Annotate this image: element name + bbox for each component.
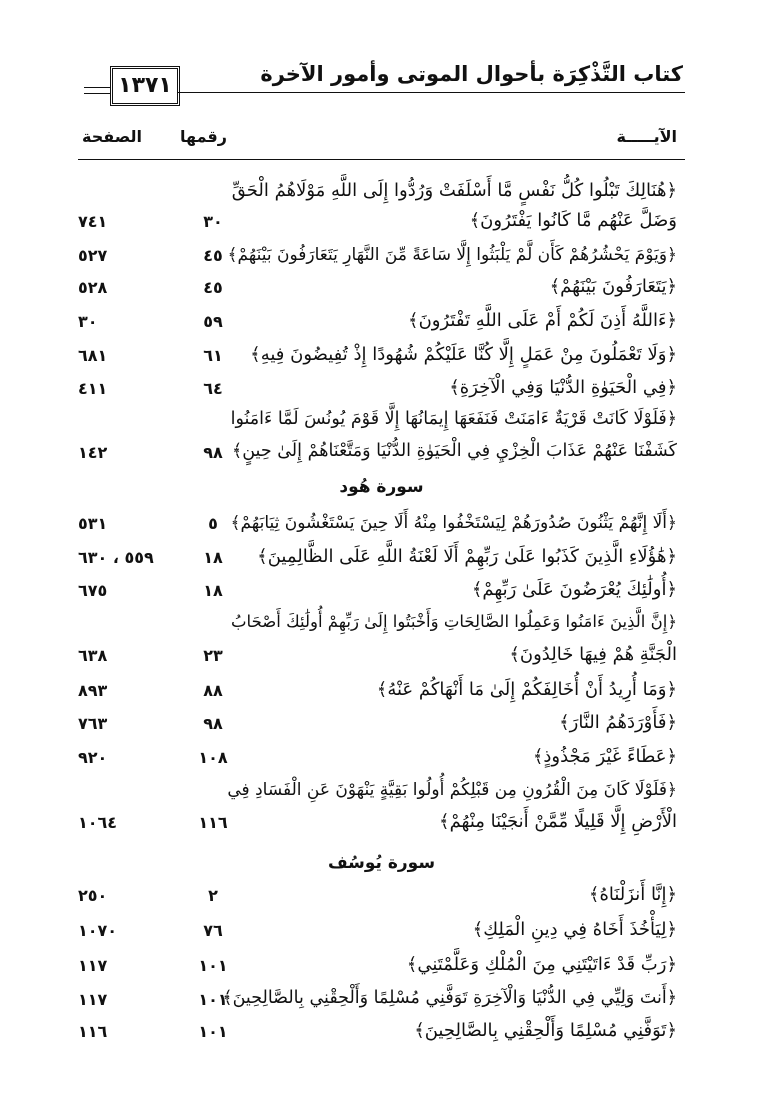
verse-text: ﴿وَلَا تَعْمَلُونَ مِنْ عَمَلٍ إِلَّا كُنَّا عَلَيْكُمْ شُهُودًا إِذْ تُفِيضُونَ فِيهِ﴾ bbox=[250, 344, 677, 365]
page-number: ١٣٧١ bbox=[118, 73, 172, 98]
table-row bbox=[78, 206, 685, 240]
verse-number: ٩٨ bbox=[203, 443, 223, 462]
table-row bbox=[78, 272, 685, 306]
page-reference: ١٤٢ bbox=[78, 443, 108, 462]
verse-text: ﴿أَنتَ وَلِيِّي فِي الدُّنْيَا وَالْآخِرَةِ تَوَفَّنِي مُسْلِمًا وَأَلْحِقْنِي بِالصَّالِحِينَ﴾ bbox=[222, 988, 677, 1008]
page-reference: ٥٥٩ ، ٦٣٠ bbox=[78, 548, 154, 567]
table-row bbox=[78, 915, 685, 949]
page-reference: ٣٠ bbox=[78, 312, 98, 331]
page-reference: ٨٩٣ bbox=[78, 681, 108, 700]
verse-text: ﴿إِنَّ الَّذِينَ ءَامَنُوا وَعَمِلُوا الصَّالِحَاتِ وَأَخْبَتُوا إِلَىٰ رَبِّهِمْ أُولَٰئِكَ أَصْحَابُ bbox=[231, 612, 677, 631]
page-reference: ٢٥٠ bbox=[78, 886, 108, 905]
page-reference: ٩٢٠ bbox=[78, 748, 108, 767]
verse-text: ﴿وَيَوْمَ يَحْشُرُهُمْ كَأَن لَّمْ يَلْبَثُوا إِلَّا سَاعَةً مِّنَ النَّهَارِ يَتَعَارَفُونَ بَيْنَهُمْ﴾ bbox=[227, 245, 677, 265]
verse-text: ﴿تَوَفَّنِي مُسْلِمًا وَأَلْحِقْنِي بِالصَّالِحِينَ﴾ bbox=[414, 1020, 677, 1041]
verse-text: ﴿عَطَاءً غَيْرَ مَجْذُوذٍ﴾ bbox=[532, 746, 677, 767]
verse-text: ﴿وَمَا أُرِيدُ أَنْ أُخَالِفَكُمْ إِلَىٰ مَا أَنْهَاكُمْ عَنْهُ﴾ bbox=[376, 679, 677, 700]
header-rule-left-top bbox=[84, 87, 110, 88]
page-reference: ١٠٧٠ bbox=[78, 921, 118, 940]
verse-text: ﴿فَأَوْرَدَهُمُ النَّارَ﴾ bbox=[559, 712, 677, 733]
verse-text: كَشَفْنَا عَنْهُمْ عَذَابَ الْخِزْيِ فِي الْحَيَوٰةِ الدُّنْيَا وَمَتَّعْنَاهُمْ إِلَىٰ حِينٍ﴾ bbox=[231, 441, 677, 461]
verse-text: ﴿هَٰؤُلَاءِ الَّذِينَ كَذَبُوا عَلَىٰ رَبِّهِمْ أَلَا لَعْنَةُ اللَّهِ عَلَى الظَّالِمِينَ﴾ bbox=[257, 546, 677, 567]
surah-heading: سورة هُود bbox=[339, 477, 424, 497]
table-row bbox=[78, 675, 685, 709]
table-row bbox=[78, 176, 685, 210]
verse-text: ﴿لِيَأْخُذَ أَخَاهُ فِي دِينِ الْمَلِكِ﴾ bbox=[472, 919, 677, 940]
verse-text: الْجَنَّةِ هُمْ فِيهَا خَالِدُونَ﴾ bbox=[509, 644, 677, 665]
verse-text: الْأَرْضِ إِلَّا قَلِيلًا مِّمَّنْ أَنجَيْنَا مِنْهُمْ﴾ bbox=[439, 811, 677, 832]
page-number-box bbox=[110, 66, 180, 106]
book-title: كتاب التَّذْكِرَة بأحوال الموتى وأمور الآخرة bbox=[260, 62, 683, 86]
verse-number: ٣٠ bbox=[203, 212, 223, 231]
table-row bbox=[78, 775, 685, 809]
table-row bbox=[78, 542, 685, 576]
page-reference: ٧٤١ bbox=[78, 212, 108, 231]
column-header-ayah: الآيـــــة bbox=[616, 127, 677, 146]
page-reference: ٥٢٧ bbox=[78, 246, 108, 265]
verse-number: ٦٤ bbox=[203, 379, 223, 398]
column-header-rule bbox=[78, 159, 685, 160]
page-reference: ٦٨١ bbox=[78, 346, 108, 365]
verse-text: ﴿إِنَّا أَنزَلْنَاهُ﴾ bbox=[588, 884, 677, 905]
table-row bbox=[78, 608, 685, 642]
verse-number: ١٠١ bbox=[198, 956, 228, 975]
verse-text: ﴿فِي الْحَيَوٰةِ الدُّنْيَا وَفِي الْآخِرَةِ﴾ bbox=[449, 377, 677, 398]
verse-number: ٤٥ bbox=[203, 246, 223, 265]
verse-number: ٥ bbox=[208, 514, 218, 533]
page-reference: ١١٧ bbox=[78, 990, 108, 1009]
table-row bbox=[78, 742, 685, 776]
page-reference: ١١٦ bbox=[78, 1022, 108, 1041]
table-row bbox=[78, 373, 685, 407]
verse-number: ٩٨ bbox=[203, 714, 223, 733]
verse-number: ٥٩ bbox=[203, 312, 223, 331]
verse-text: ﴿يَتَعَارَفُونَ بَيْنَهُمْ﴾ bbox=[549, 276, 677, 297]
page-reference: ١٠٦٤ bbox=[78, 813, 118, 832]
verse-number: ١٨ bbox=[203, 581, 223, 600]
verse-text: ﴿ءَاللَّهُ أَذِنَ لَكُمْ أَمْ عَلَى اللَّهِ تَفْتَرُونَ﴾ bbox=[408, 310, 677, 331]
verse-text: ﴿فَلَوْلَا كَانَتْ قَرْيَةٌ ءَامَنَتْ فَنَفَعَهَا إِيمَانُهَا إِلَّا قَوْمَ يُونُسَ لَمَّا ءَامَنُوا bbox=[230, 409, 677, 429]
page-reference: ٧٦٣ bbox=[78, 714, 108, 733]
header-rule-left-bottom bbox=[84, 93, 110, 94]
page-reference: ٦٣٨ bbox=[78, 646, 108, 665]
verse-number: ١٠٨ bbox=[198, 748, 228, 767]
table-row bbox=[78, 508, 685, 542]
verse-number: ١٠١ bbox=[198, 1022, 228, 1041]
column-header-number: رقمها bbox=[180, 127, 227, 146]
verse-number: ٧٦ bbox=[203, 921, 223, 940]
verse-number: ١٠١ bbox=[198, 990, 228, 1009]
verse-number: ٤٥ bbox=[203, 278, 223, 297]
page-reference: ٦٧٥ bbox=[78, 581, 108, 600]
verse-text: ﴿أَلَا إِنَّهُمْ يَثْنُونَ صُدُورَهُمْ لِيَسْتَخْفُوا مِنْهُ أَلَا حِينَ يَسْتَغْشُونَ ثِيَابَهُمْ﴾ bbox=[230, 513, 677, 533]
verse-number: ٦١ bbox=[203, 346, 223, 365]
surah-heading: سورة يُوسُف bbox=[327, 853, 436, 873]
table-row bbox=[78, 708, 685, 742]
table-row bbox=[78, 575, 685, 609]
table-row bbox=[78, 306, 685, 340]
verse-number: ١٨ bbox=[203, 548, 223, 567]
page-reference: ٤١١ bbox=[78, 379, 108, 398]
table-row bbox=[78, 880, 685, 914]
table-row bbox=[78, 640, 685, 674]
table-row bbox=[78, 437, 685, 471]
table-row bbox=[78, 807, 685, 841]
table-row bbox=[78, 950, 685, 984]
table-row bbox=[78, 405, 685, 439]
verse-number: ٢ bbox=[208, 886, 218, 905]
verse-text: وَضَلَّ عَنْهُم مَّا كَانُوا يَفْتَرُونَ﴾ bbox=[469, 210, 677, 231]
verse-text: ﴿فَلَوْلَا كَانَ مِنَ الْقُرُونِ مِن قَبْلِكُمْ أُولُوا بَقِيَّةٍ يَنْهَوْنَ عَنِ الْفَسَادِ فِي bbox=[227, 780, 677, 800]
table-row bbox=[78, 984, 685, 1018]
page-reference: ٥٢٨ bbox=[78, 278, 108, 297]
table-row bbox=[78, 240, 685, 274]
verse-text: ﴿أُولَٰئِكَ يُعْرَضُونَ عَلَىٰ رَبِّهِمْ﴾ bbox=[471, 579, 677, 600]
header-rule bbox=[178, 92, 685, 93]
verse-number: ٨٨ bbox=[203, 681, 223, 700]
verse-text: ﴿رَبِّ قَدْ ءَاتَيْتَنِي مِنَ الْمُلْكِ وَعَلَّمْتَنِي﴾ bbox=[406, 954, 677, 975]
verse-text: ﴿هُنَالِكَ تَبْلُوا كُلُّ نَفْسٍ مَّا أَسْلَفَتْ وَرُدُّوا إِلَى اللَّهِ مَوْلَاهُمُ الْحَقِّ bbox=[231, 180, 677, 201]
verse-number: ١١٦ bbox=[198, 813, 228, 832]
table-row bbox=[78, 1016, 685, 1050]
verse-number: ٢٣ bbox=[203, 646, 223, 665]
table-row bbox=[78, 340, 685, 374]
column-header-page: الصفحة bbox=[82, 127, 143, 146]
page-reference: ١١٧ bbox=[78, 956, 108, 975]
page-reference: ٥٣١ bbox=[78, 514, 108, 533]
